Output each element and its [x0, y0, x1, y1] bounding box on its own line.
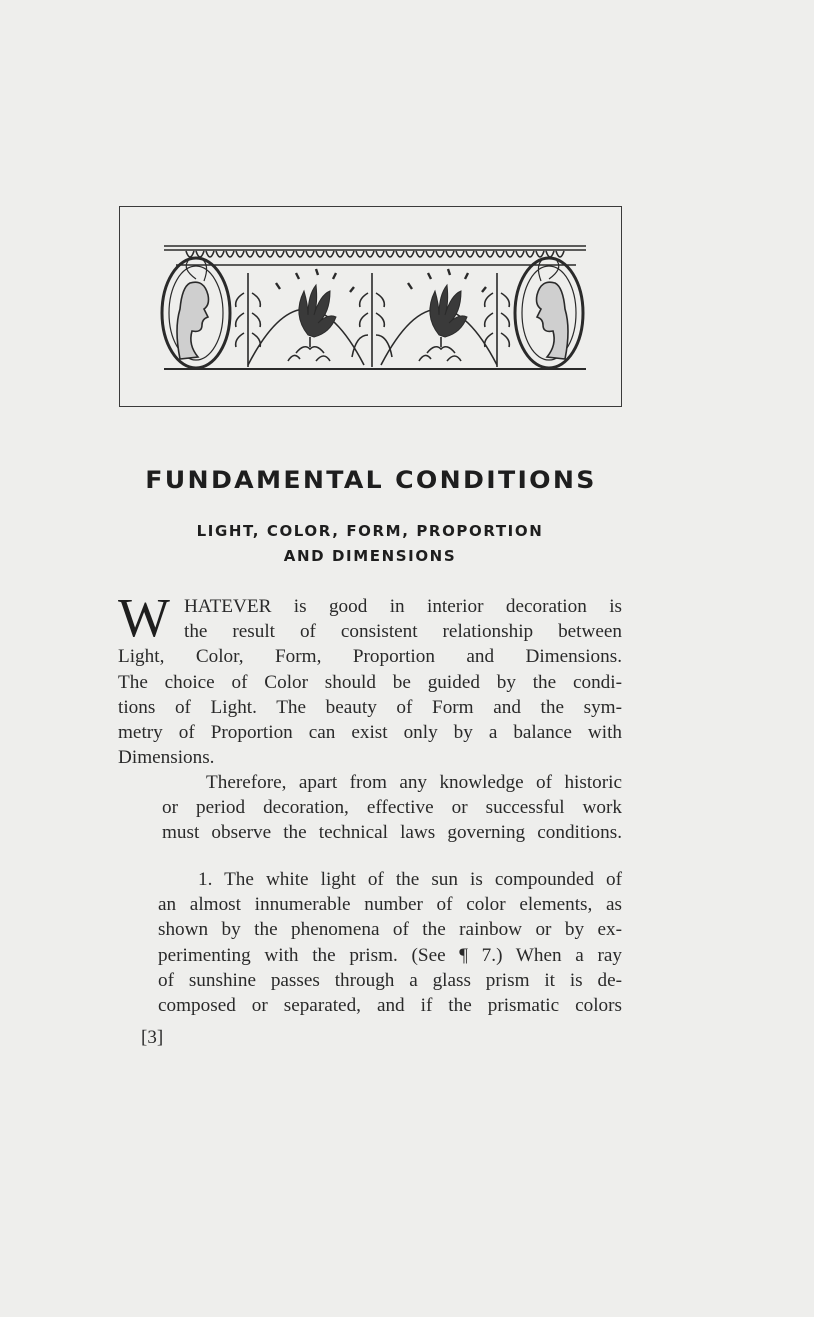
paragraph-3-line: perimenting with the prism. (See ¶ 7.) When a ray: [158, 944, 622, 966]
paragraph-2-line: Therefore, apart from any knowledge of historic: [206, 772, 622, 793]
paragraph-1-line: metry of Proportion can exist only by a balance with: [118, 722, 622, 744]
paragraph-1-line: tions of Light. The beauty of Form and the sym-: [118, 696, 622, 718]
paragraph-1-line: Dimensions.: [118, 747, 215, 769]
paragraph-1-line: HATEVER is good in interior decoration is: [184, 596, 622, 617]
ornament-frame: [119, 206, 622, 407]
paragraph-2-line: must observe the technical laws governing conditions.: [162, 822, 622, 844]
frieze-ornament: [156, 243, 589, 373]
vine-stems: [236, 273, 510, 367]
paragraph-1: [118, 587, 622, 770]
right-portrait-medallion: [515, 258, 583, 368]
paragraph-3-line: shown by the phenomena of the rainbow or by ex-: [158, 919, 622, 941]
left-portrait-medallion: [162, 258, 230, 368]
paragraph-3-line: an almost innumerable number of color elements, as: [158, 894, 622, 916]
chapter-subtitle-line-2: AND DIMENSIONS: [283, 547, 457, 565]
paragraph-2-line: or period decoration, effective or successful work: [162, 797, 622, 819]
paragraph-3: [118, 867, 622, 1018]
paragraph-1-line: the result of consistent relationship between: [184, 621, 622, 643]
drop-cap-letter: W: [118, 587, 170, 648]
paragraph-3-line: of sunshine passes through a glass prism it is de-: [158, 969, 622, 991]
paragraph-1-line: The choice of Color should be guided by the condi-: [118, 671, 622, 693]
chapter-title: FUNDAMENTAL CONDITIONS: [145, 466, 597, 494]
paragraph-3-line: 1. The white light of the sun is compounded of: [198, 869, 622, 890]
palmette-ornaments: [299, 285, 467, 337]
chapter-subtitle-line-1: LIGHT, COLOR, FORM, PROPORTION: [196, 522, 544, 540]
page-number: [3]: [141, 1027, 164, 1048]
paragraph-2: [118, 770, 622, 846]
paragraph-1-line: Light, Color, Form, Proportion and Dimensions.: [118, 646, 622, 668]
paragraph-3-line: composed or separated, and if the prismatic colors: [158, 995, 622, 1017]
